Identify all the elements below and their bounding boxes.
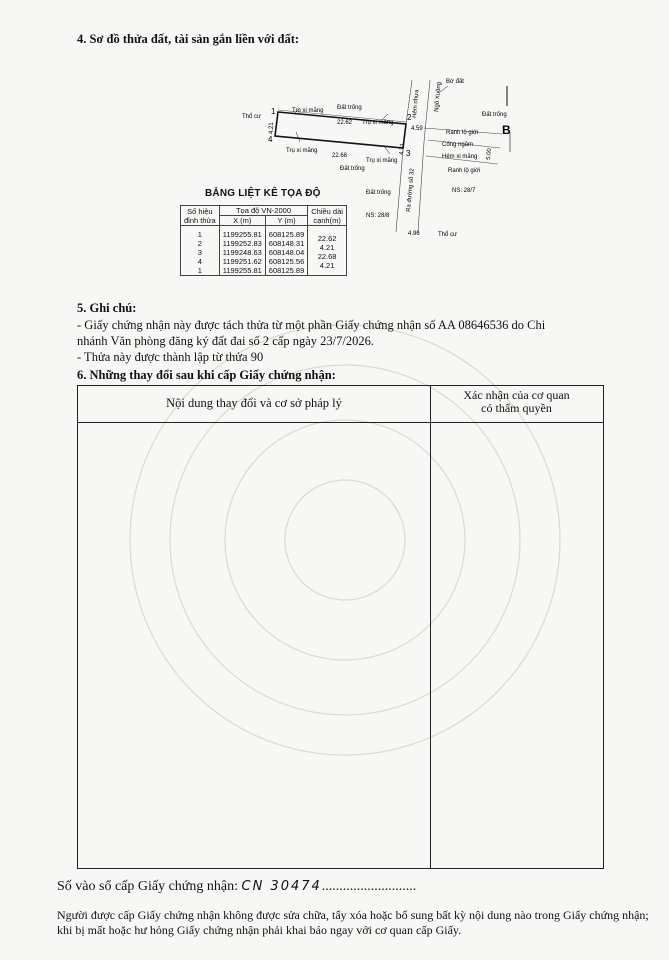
map-label-dat-trong-3: Đất trống bbox=[340, 166, 365, 172]
coord-x: 1199248.63 bbox=[222, 248, 262, 257]
note-line-1: - Giấy chứng nhận này được tách thửa từ một phần Giấy chứng nhận số AA 08646536 do Chi bbox=[77, 318, 546, 332]
note-line-2: nhánh Văn phòng đăng ký đất đai số 2 cấp ngày 23/7/2026. bbox=[77, 334, 374, 348]
map-dim-4-21-b: 4.21 bbox=[399, 143, 407, 156]
map-label-hem-nhua: Hẻm nhựa bbox=[412, 89, 421, 119]
coord-header-system: Tọa độ VN-2000 bbox=[219, 206, 308, 216]
map-point-1: 1 bbox=[271, 107, 276, 116]
map-label-bo-dat: Bờ đất bbox=[446, 79, 464, 85]
coord-y: 608148.04 bbox=[268, 248, 305, 257]
section-4-title: 4. Sơ đồ thửa đất, tài sản gắn liền với đất: bbox=[77, 32, 300, 46]
map-label-tho-cu-2: Thổ cư bbox=[438, 232, 458, 238]
map-label-ngo-xuong: Ngõ Xuông bbox=[434, 81, 443, 113]
map-dim-4-59: 4.59 bbox=[411, 126, 423, 132]
vertex-id: 3 bbox=[197, 248, 202, 257]
coord-x: 1199251.62 bbox=[222, 257, 262, 266]
map-label-hem-xi-mang: Hẻm xi măng bbox=[442, 154, 478, 160]
coord-header-canh: cạnh(m) bbox=[313, 215, 341, 225]
map-label-ranh-duong: Ra đường số 32 bbox=[406, 168, 416, 213]
table-col-x bbox=[219, 226, 265, 276]
map-dim-4-21-a: 4.21 bbox=[269, 122, 275, 134]
changes-header-content: Nội dung thay đổi và cơ sở pháp lý bbox=[166, 396, 342, 410]
coord-y: 608125.56 bbox=[268, 257, 305, 266]
map-label-dat-trong-1: Đất trống bbox=[337, 105, 362, 111]
registry-number bbox=[57, 879, 416, 895]
coord-x: 1199252.83 bbox=[222, 239, 262, 248]
edge-length: 22.68 bbox=[317, 252, 337, 261]
confirm-header-line-2: có thẩm quyền bbox=[481, 401, 552, 415]
coord-table-title: BẢNG LIỆT KÊ TỌA ĐỘ bbox=[205, 188, 321, 199]
note-line-3: - Thửa này được thành lập từ thửa 90 bbox=[77, 350, 264, 364]
table-row-id bbox=[181, 226, 220, 276]
vertex-id: 1 bbox=[197, 230, 202, 239]
map-label-tru-xi-mang-1: Trụ xi măng bbox=[292, 108, 324, 114]
map-dim-22-62: 22.62 bbox=[337, 120, 353, 126]
map-point-3: 3 bbox=[406, 149, 411, 158]
section-6-title: 6. Những thay đổi sau khi cấp Giấy chứng nhận: bbox=[77, 368, 336, 382]
coord-y: 608125.89 bbox=[268, 230, 305, 239]
confirm-header-line-1: Xác nhận của cơ quan bbox=[463, 388, 570, 402]
coord-y: 608148.31 bbox=[268, 239, 305, 248]
coord-header-dinh-thua: đỉnh thửa bbox=[184, 215, 216, 225]
map-label-dat-trong-4: Đất trống bbox=[366, 190, 391, 196]
vertex-id: 1 bbox=[197, 266, 202, 275]
map-label-tru-xi-mang-4: Trụ xi măng bbox=[366, 158, 398, 164]
vertex-id: 4 bbox=[197, 257, 202, 266]
coordinate-table bbox=[180, 205, 347, 276]
map-label-cong-ngam: Cống ngầm bbox=[442, 142, 474, 148]
coord-header-y: Y (m) bbox=[265, 216, 307, 226]
map-label-tru-xi-mang-3: Trụ xi măng bbox=[286, 148, 318, 154]
edge-length: 4.21 bbox=[319, 261, 335, 270]
map-point-4: 4 bbox=[268, 135, 273, 144]
map-point-2: 2 bbox=[407, 113, 412, 122]
vertex-id: 2 bbox=[197, 239, 202, 248]
table-col-y bbox=[265, 226, 307, 276]
map-label-ranh-lo-gioi-1: Ranh lộ giới bbox=[446, 130, 479, 136]
coord-header-chieu-dai: Chiều dài bbox=[311, 206, 343, 216]
edge-length: 22.62 bbox=[317, 234, 337, 243]
changes-col-content bbox=[78, 386, 431, 868]
land-plot-polygon bbox=[275, 112, 406, 148]
map-dim-5-00: 5.00 bbox=[486, 148, 494, 161]
north-arrow-icon: B bbox=[502, 123, 511, 137]
changes-header-confirm bbox=[430, 389, 603, 415]
footer-note: Người được cấp Giấy chứng nhận không được sửa chữa, tẩy xóa hoặc bổ sung bất kỳ nội dung nào trong Giấy chứng nhận; khi bị mất hoặc hư hỏng Giấy chứng nhận phải khai báo ngay với cơ quan cấp Giấy. bbox=[57, 908, 649, 937]
map-label-ranh-lo-gioi-2: Ranh lộ giới bbox=[448, 168, 481, 174]
registry-value: CN 30474 bbox=[241, 879, 322, 894]
coord-header-length bbox=[308, 206, 347, 226]
changes-table bbox=[77, 385, 604, 869]
map-dim-4-96: 4.96 bbox=[408, 231, 420, 237]
changes-header-divider bbox=[78, 422, 603, 423]
map-dim-22-68: 22.68 bbox=[332, 153, 348, 159]
coord-header-x: X (m) bbox=[219, 216, 265, 226]
map-label-tru-xi-mang-2: Trụ xi măng bbox=[362, 120, 394, 126]
coord-header-vertex bbox=[181, 206, 220, 226]
coord-x: 1199255.81 bbox=[222, 266, 262, 275]
map-label-ns-28-8: NS: 28/8 bbox=[366, 213, 390, 219]
edge-length: 4.21 bbox=[319, 243, 335, 252]
coord-header-so-hieu: Số hiệu bbox=[187, 206, 213, 216]
coord-x: 1199255.81 bbox=[222, 230, 262, 239]
registry-dots: ........................... bbox=[321, 879, 417, 894]
map-label-ns-28-7: NS: 28/7 bbox=[452, 188, 476, 194]
section-5-title: 5. Ghi chú: bbox=[77, 301, 137, 315]
map-label-dat-trong-2: Đất trống bbox=[482, 112, 507, 118]
map-label-tho-cu-1: Thổ cư bbox=[242, 114, 262, 120]
table-col-edge bbox=[308, 226, 347, 276]
registry-label: Số vào sổ cấp Giấy chứng nhận: bbox=[57, 879, 238, 894]
coord-y: 608125.89 bbox=[268, 266, 305, 275]
